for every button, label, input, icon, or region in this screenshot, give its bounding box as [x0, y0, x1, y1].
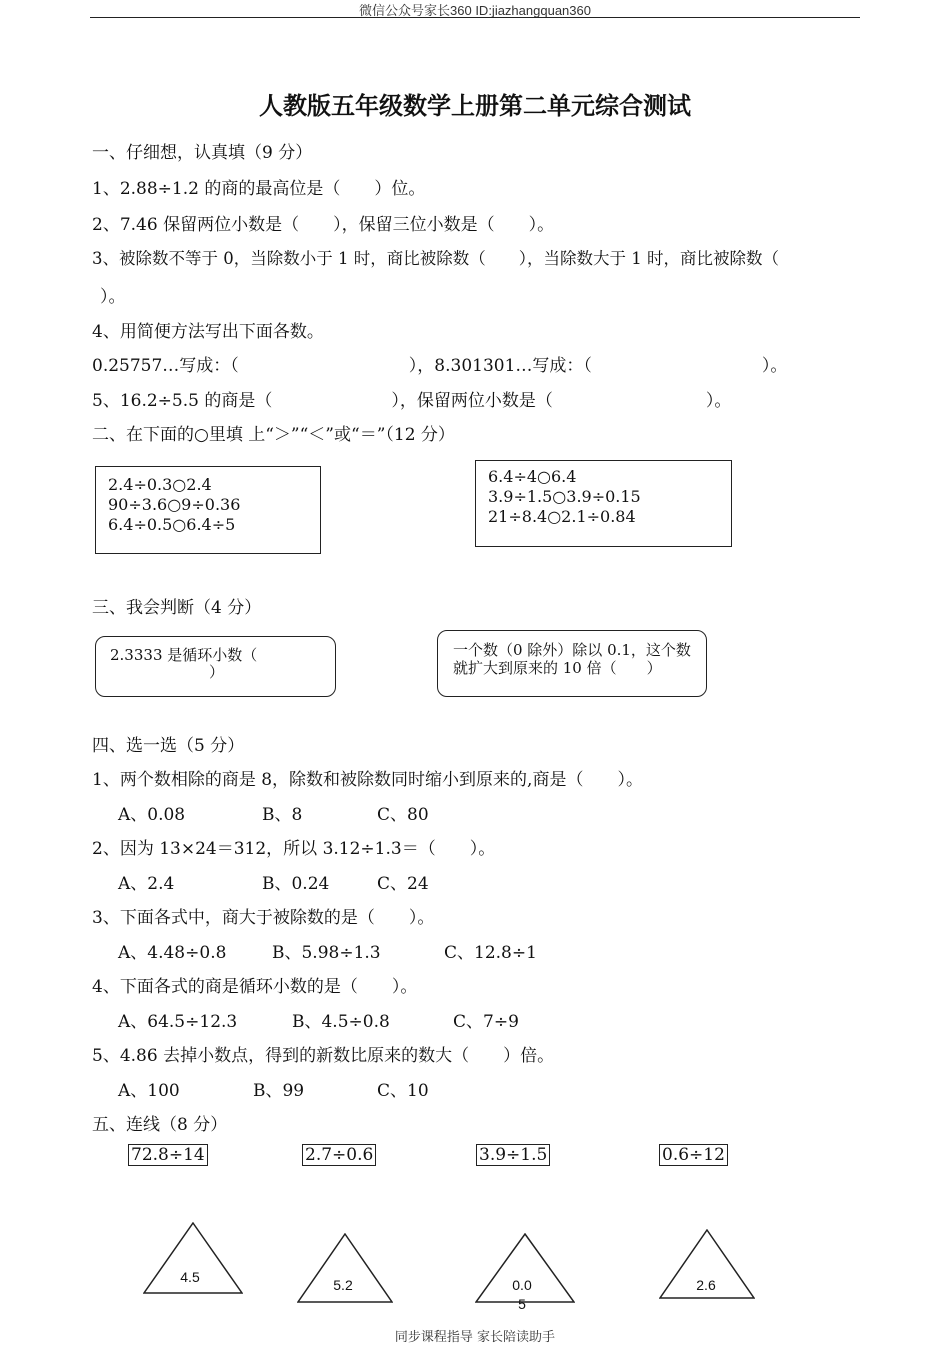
s1-line-5: 5、16.2÷5.5 的商是（ ），保留两位小数是（ ）。	[92, 391, 732, 411]
triangle-answer: 4.5	[180, 1269, 200, 1285]
match-expression: 0.6÷12	[659, 1144, 728, 1166]
header-rule	[90, 17, 860, 18]
choice-option: B、4.5÷0.8	[292, 1012, 390, 1032]
match-expression: 72.8÷14	[128, 1144, 208, 1166]
s1-line-3b: ）。	[100, 287, 126, 307]
compare-item: 6.4÷0.5○6.4÷5	[108, 515, 236, 534]
compare-item: 90÷3.6○9÷0.36	[108, 495, 241, 514]
choice-question: 4、下面各式的商是循环小数的是（ ）。	[92, 977, 418, 997]
triangle-answer: 0.05	[512, 1277, 532, 1312]
compare-item: 6.4÷4○6.4	[488, 467, 577, 486]
page-title: 人教版五年级数学上册第二单元综合测试	[259, 92, 691, 120]
s1-line-4: 4、用简便方法写出下面各数。	[92, 322, 324, 342]
choice-option: C、10	[377, 1081, 429, 1101]
judge-box-1	[95, 636, 336, 697]
choice-option: A、100	[118, 1081, 180, 1101]
section5-heading: 五、连线（8 分）	[92, 1115, 228, 1135]
section4-heading: 四、选一选（5 分）	[92, 736, 245, 756]
compare-item: 3.9÷1.5○3.9÷0.15	[488, 487, 641, 506]
choice-option: B、99	[253, 1081, 305, 1101]
judge-text: ）	[209, 663, 225, 681]
choice-option: C、12.8÷1	[444, 943, 537, 963]
choice-option: A、0.08	[118, 805, 186, 825]
judge-box-2	[437, 630, 707, 697]
choice-option: B、8	[262, 805, 303, 825]
section3-heading: 三、我会判断（4 分）	[92, 598, 262, 618]
choice-question: 3、下面各式中，商大于被除数的是（ ）。	[92, 908, 435, 928]
s1-line-1: 1、2.88÷1.2 的商的最高位是（ ）位。	[92, 179, 426, 199]
choice-option: C、80	[377, 805, 429, 825]
section1-heading: 一、仔细想，认真填（9 分）	[92, 143, 313, 163]
choice-question: 5、4.86 去掉小数点，得到的新数比原来的数大（ ）倍。	[92, 1046, 555, 1066]
choice-option: A、4.48÷0.8	[118, 943, 227, 963]
compare-item: 2.4÷0.3○2.4	[108, 475, 212, 494]
choice-option: C、24	[377, 874, 429, 894]
choice-option: C、7÷9	[453, 1012, 519, 1032]
s1-line-3: 3、被除数不等于 0，当除数小于 1 时，商比被除数（ ），当除数大于 1 时，商比被除数（	[92, 249, 779, 268]
compare-box-2	[475, 460, 732, 547]
judge-text: 2.3333 是循环小数（	[110, 646, 258, 664]
choice-question: 1、两个数相除的商是 8，除数和被除数同时缩小到原来的,商是（ ）。	[92, 770, 643, 790]
page-footer: 同步课程指导 家长陪读助手	[394, 1330, 556, 1345]
choice-option: A、64.5÷12.3	[118, 1012, 238, 1032]
compare-item: 21÷8.4○2.1÷0.84	[488, 507, 636, 526]
choice-option: B、5.98÷1.3	[272, 943, 381, 963]
match-expression: 2.7÷0.6	[302, 1144, 376, 1166]
page-header: 微信公众号家长360 ID:jiazhangquan360	[359, 3, 591, 18]
s1-line-4a: 0.25757…写成：（ ），8.301301…写成：（ ）。	[92, 356, 788, 376]
choice-option: B、0.24	[262, 874, 330, 894]
triangle-answer: 5.2	[333, 1277, 353, 1293]
compare-box-1	[95, 466, 321, 554]
s1-line-2: 2、7.46 保留两位小数是（ ），保留三位小数是（ ）。	[92, 215, 555, 235]
choice-question: 2、因为 13×24＝312，所以 3.12÷1.3＝（ ）。	[92, 839, 496, 859]
judge-text: 一个数（0 除外）除以 0.1，这个数	[453, 641, 691, 659]
choice-option: A、2.4	[118, 874, 175, 894]
judge-text: 就扩大到原来的 10 倍（ ）	[453, 659, 662, 677]
match-expression: 3.9÷1.5	[476, 1144, 550, 1166]
triangle-answer: 2.6	[696, 1277, 716, 1293]
section2-heading: 二、在下面的○里填 上“＞”“＜”或“＝”（12 分）	[92, 425, 455, 445]
